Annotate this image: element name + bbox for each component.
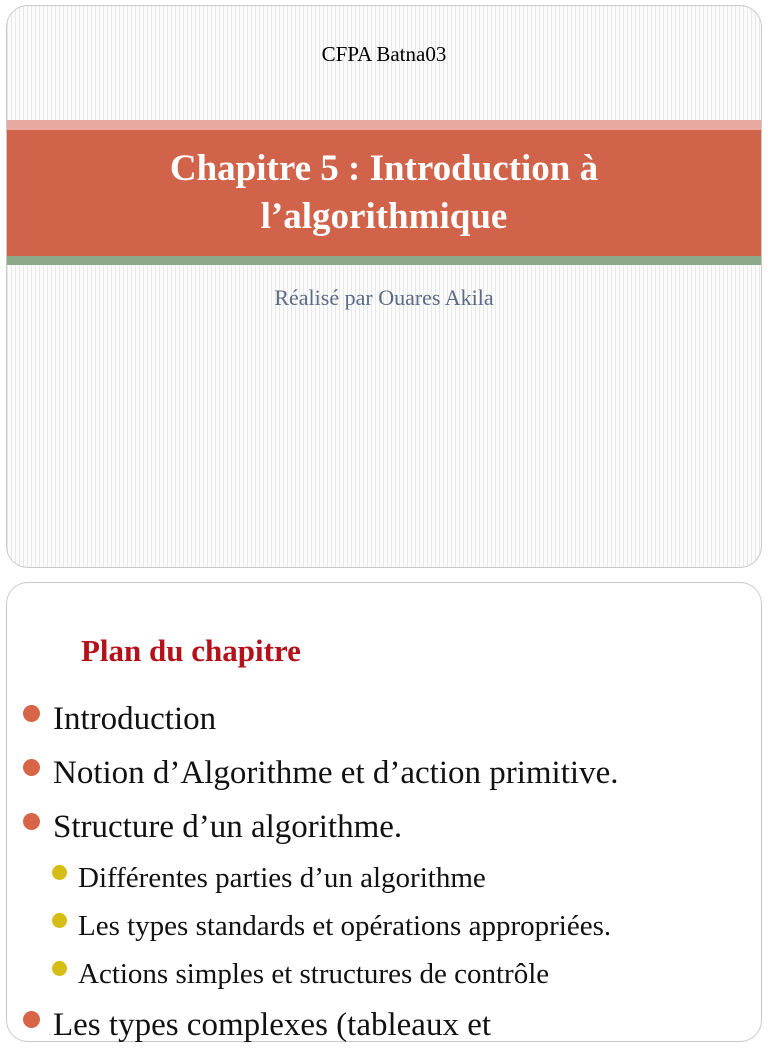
outline-subitem — [7, 857, 761, 905]
outline-subitem-label: Différentes parties d’un algorithme — [78, 862, 486, 894]
bullet-icon — [23, 705, 40, 722]
title-band — [7, 130, 761, 256]
bullet-icon — [23, 759, 40, 776]
plan-slide — [6, 582, 762, 1042]
outline-item — [7, 749, 761, 803]
outline-item — [7, 1001, 761, 1055]
outline-item — [7, 695, 761, 749]
outline-subitem — [7, 905, 761, 953]
sub-bullet-icon — [52, 961, 67, 976]
bullet-icon — [23, 1011, 40, 1028]
title-band-top-stripe — [7, 120, 761, 130]
slide-title — [104, 145, 664, 241]
slide-header: CFPA Batna03 — [321, 42, 447, 66]
slide-title-line-2: l’algorithmique — [260, 196, 508, 237]
plan-title: Plan du chapitre — [81, 633, 301, 668]
outline-item-label: Notion d’Algorithme et d’action primitive. — [53, 755, 619, 791]
outline-item — [7, 803, 761, 857]
sub-bullet-icon — [52, 865, 67, 880]
outline-item-label: Introduction — [53, 701, 217, 737]
slide-title-line-1: Chapitre 5 : Introduction à — [169, 148, 599, 189]
outline-item-label: Structure d’un algorithme. — [53, 809, 403, 845]
sub-bullet-icon — [52, 913, 67, 928]
outline-item-label: Les types complexes (tableaux et — [53, 1007, 492, 1043]
slide-subtitle: Réalisé par Ouares Akila — [274, 285, 494, 310]
chapter-outline — [7, 695, 761, 1055]
bullet-icon — [23, 813, 40, 830]
title-slide — [6, 5, 762, 568]
outline-subitem-label: Les types standards et opérations appropriées. — [78, 910, 612, 942]
outline-subitem — [7, 953, 761, 1001]
title-band-bottom-stripe — [7, 256, 761, 265]
outline-subitem-label: Actions simples et structures de contrôle — [78, 958, 550, 990]
